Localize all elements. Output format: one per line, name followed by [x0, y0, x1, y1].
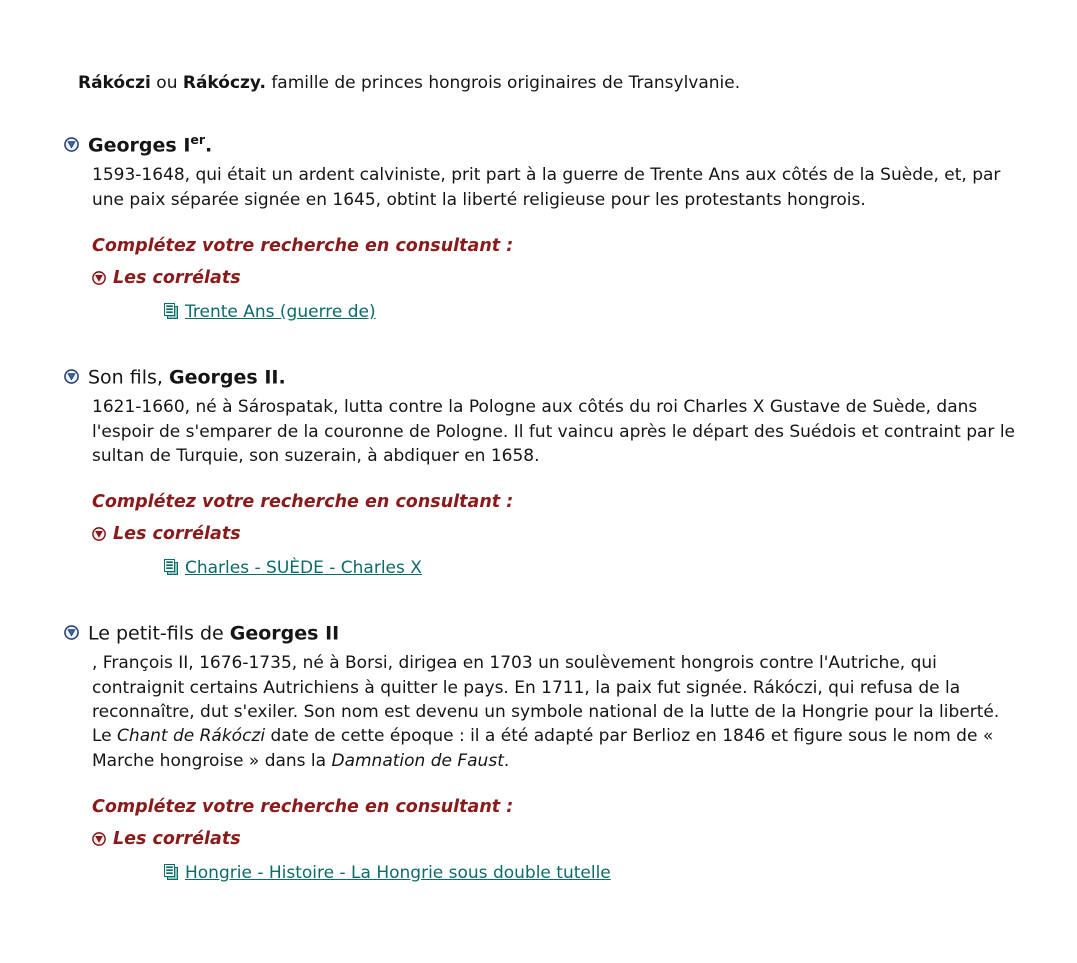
body-text: 1621-1660, né à Sárospatak, lutta contre la Pologne aux côtés du roi Charles X Gustave de Suède, dans l'espoir de s'emparer de la couronne de Pologne. Il fut vaincu après le départ des Suédois et contraint par le sultan de Turquie, son suzerain, à abdiquer en 1658. — [92, 397, 1016, 466]
heading-prefix: Son fils, — [88, 366, 169, 389]
body-text: . — [503, 750, 510, 771]
heading-superscript: er — [190, 132, 206, 147]
section-georges-2 — [64, 358, 1021, 583]
section-body — [92, 651, 1018, 772]
heading-tail: . — [205, 134, 213, 157]
body-text: date de cette époque : il a été adapté par Berlioz en 1846 et figure sous le nom de « Marche hongroise » dans la — [92, 726, 994, 771]
research-prompt: Complétez votre recherche en consultant : — [92, 796, 514, 817]
correlates-label: Les corrélats — [113, 828, 241, 849]
section-heading — [64, 614, 1021, 648]
section-marker-icon[interactable] — [64, 621, 79, 648]
correlate-link-row — [162, 556, 1021, 583]
research-prompt: Complétez votre recherche en consultant : — [92, 492, 514, 513]
section-heading — [64, 358, 1021, 392]
heading-name: Georges II — [229, 622, 340, 645]
document-icon[interactable] — [162, 558, 180, 583]
section-heading — [64, 126, 1021, 160]
correlate-link[interactable]: Trente Ans (guerre de) — [185, 301, 376, 322]
correlates-label: Les corrélats — [113, 267, 241, 288]
heading-name: Georges II. — [169, 366, 286, 389]
correlate-link-row — [162, 861, 1021, 888]
heading-prefix: Le petit-fils de — [88, 622, 230, 645]
title-term-1: Rákóczi — [78, 73, 151, 93]
correlates-label: Les corrélats — [113, 524, 241, 545]
correlates-marker-icon[interactable] — [92, 525, 106, 548]
section-marker-icon[interactable] — [64, 365, 79, 392]
correlates-row — [92, 523, 1021, 548]
body-text: 1593-1648, qui était un ardent calviniste, prit part à la guerre de Trente Ans aux côtés de la Suède, et, par une paix séparée signée en 1645, obtint la liberté religieuse pour les protestants hongrois. — [92, 165, 1001, 210]
title-term-2: Rákóczy. — [182, 73, 266, 93]
section-francois-2 — [64, 614, 1021, 888]
section-marker-icon[interactable] — [64, 133, 79, 160]
correlates-row — [92, 828, 1021, 853]
heading-name: Georges I — [88, 134, 191, 157]
body-text-italic: Damnation de Faust — [331, 750, 504, 771]
article-title — [78, 71, 1021, 95]
title-definition: famille de princes hongrois originaires de Transylvanie. — [265, 73, 741, 93]
document-icon[interactable] — [162, 302, 180, 327]
body-text: , François II, 1676-1735, né à Borsi, dirigea en 1703 un soulèvement hongrois contre l'Autriche, qui contraignit certains Autrichiens à quitter le pays. En 1711, la paix fut signée. Rákóczi, qui refusa de la reconnaître, dut s'exiler. Son nom est devenu un symbole national de la lutte de la Hongrie pour la liberté. Le — [92, 653, 1000, 747]
research-prompt: Complétez votre recherche en consultant : — [92, 235, 514, 256]
correlate-link-row — [162, 300, 1021, 327]
correlates-marker-icon[interactable] — [92, 269, 106, 292]
correlates-row — [92, 267, 1021, 292]
body-text-italic: Chant de Rákóczi — [117, 726, 266, 747]
title-conjunction: ou — [150, 73, 183, 93]
section-georges-1er — [64, 126, 1021, 327]
section-body — [92, 395, 1018, 468]
correlate-link[interactable]: Hongrie - Histoire - La Hongrie sous double tutelle — [185, 862, 611, 883]
correlate-link[interactable]: Charles - SUÈDE - Charles X — [185, 558, 422, 579]
section-body — [92, 163, 1018, 212]
document-icon[interactable] — [162, 863, 180, 888]
correlates-marker-icon[interactable] — [92, 830, 106, 853]
